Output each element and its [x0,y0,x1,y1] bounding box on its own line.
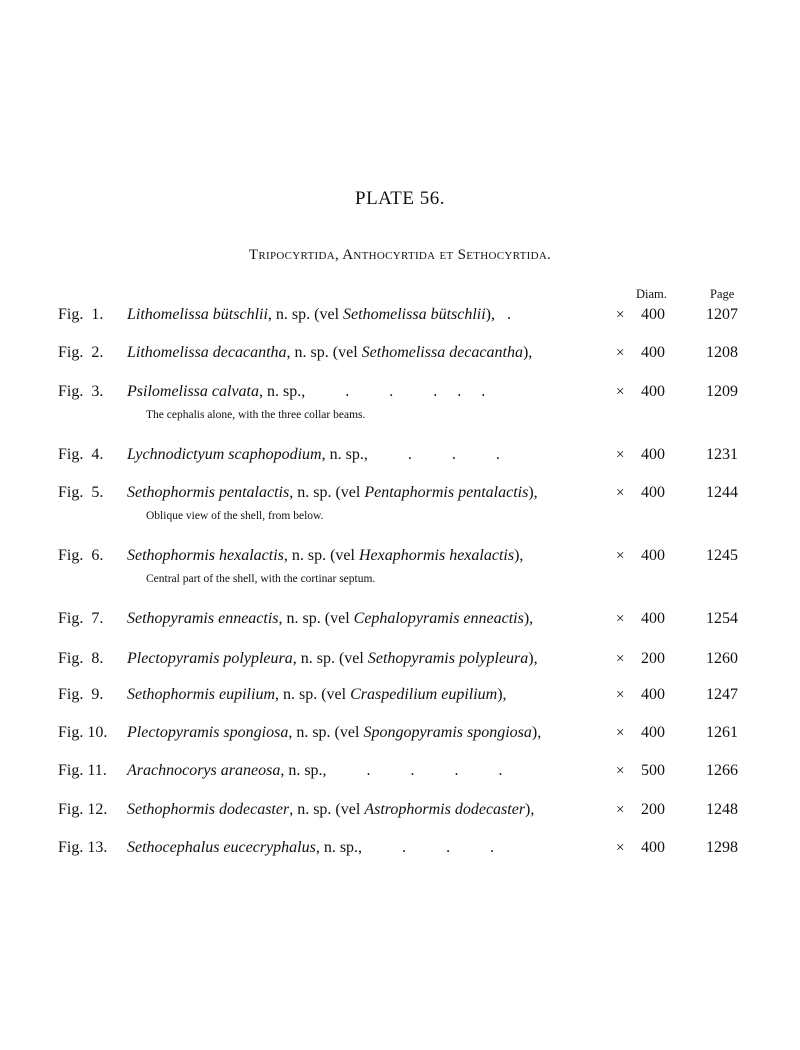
species-qualifier: , n. sp. (vel [278,610,354,627]
magnification-sign: × [616,611,625,627]
magnification-sign: × [616,345,625,361]
figure-row [0,724,800,764]
page-reference: 1261 [706,724,738,741]
leader-text: . . . [367,446,500,463]
leader-text: ), [531,724,542,741]
leader-text: ), [523,610,534,627]
plate-subtitle: Tripocyrtida, Anthocyrtida et Sethocyrtida. [248,247,552,263]
species-name: Lithomelissa bütschlii [127,306,268,323]
figure-number: Fig. 8. [58,650,104,667]
magnification-value: 400 [641,484,665,501]
magnification-value: 400 [641,547,665,564]
page-reference: 1245 [706,547,738,564]
magnification-value: 400 [641,839,665,856]
species-qualifier: , n. sp. (vel [283,547,359,564]
figure-row [0,762,800,802]
figure-description [127,839,494,857]
figure-row [0,801,800,841]
alternate-name: Hexaphormis hexalactis [358,547,515,564]
leader-text: ), [514,547,524,564]
figure-number: Fig. 7. [58,610,104,627]
magnification-value: 400 [641,724,665,741]
alternate-name: Sethomelissa decacantha [361,344,523,361]
magnification-value: 200 [641,801,665,818]
species-qualifier: , n. sp. (vel [289,801,365,818]
species-name: Sethophormis eupilium [127,686,275,703]
species-qualifier: , n. sp. (vel [288,724,364,741]
leader-text: ), [525,801,535,818]
magnification-value: 200 [641,650,665,667]
page-reference: 1231 [706,446,738,463]
magnification-sign: × [616,763,625,779]
figure-description [127,801,534,819]
page-reference: 1266 [706,762,738,779]
species-name: Sethocephalus eucecryphalus [127,839,316,856]
leader-text: ), [522,344,533,361]
alternate-name: Pentaphormis pentalactis [364,484,529,501]
figure-row [0,610,800,650]
leader-text: . . . [362,839,495,856]
figure-note: The cephalis alone, with the three collar beams. [146,409,366,421]
species-name: Lychnodictyum scaphopodium [127,446,322,463]
figure-description [127,650,538,668]
leader-text: ), [528,650,538,667]
species-qualifier: , n. sp. (vel [292,650,368,667]
species-qualifier: , n. sp., [321,446,368,463]
leader-text: . . . . . [305,383,486,400]
figure-number: Fig. 9. [58,686,104,703]
magnification-sign: × [616,548,625,564]
species-name: Sethophormis pentalactis [127,484,290,501]
species-qualifier: , n. sp. (vel [286,344,362,361]
species-name: Arachnocorys araneosa [127,762,281,779]
figure-description [127,383,485,401]
species-name: Sethophormis dodecaster [127,801,290,818]
species-qualifier: , n. sp. (vel [289,484,365,501]
figure-description [127,306,511,324]
magnification-value: 400 [641,344,665,361]
page-reference: 1207 [706,306,738,323]
alternate-name: Cephalopyramis enneactis [353,610,524,627]
magnification-value: 400 [641,686,665,703]
figure-number: Fig. 4. [58,446,104,463]
figure-row [0,686,800,726]
page-reference: 1209 [706,383,738,400]
page-reference: 1298 [706,839,738,856]
magnification-value: 400 [641,383,665,400]
figure-number: Fig. 6. [58,547,104,564]
figure-description [127,724,541,742]
magnification-sign: × [616,725,625,741]
figure-number: Fig. 2. [58,344,104,361]
page-reference: 1260 [706,650,738,667]
alternate-name: Sethopyramis polypleura [367,650,529,667]
figure-number: Fig. 12. [58,801,108,818]
figure-number: Fig. 10. [58,724,108,741]
magnification-sign: × [616,485,625,501]
magnification-sign: × [616,802,625,818]
page-reference: 1254 [706,610,738,627]
species-name: Lithomelissa decacantha [127,344,287,361]
species-qualifier: , n. sp., [258,383,306,400]
leader-text: ), [497,686,507,703]
figure-row [0,484,800,524]
figure-number: Fig. 5. [58,484,104,501]
species-name: Plectopyramis polypleura [127,650,293,667]
figure-note: Central part of the shell, with the cortinar septum. [146,573,376,585]
figure-number: Fig. 3. [58,383,104,400]
figure-number: Fig. 13. [58,839,108,856]
species-qualifier: , n. sp., [280,762,327,779]
figure-description [127,547,523,565]
species-name: Psilomelissa calvata [127,383,259,400]
magnification-sign: × [616,384,625,400]
column-header-diameter: Diam. [636,287,667,301]
figure-description [127,344,532,362]
species-name: Sethopyramis enneactis [127,610,279,627]
alternate-name: Spongopyramis spongiosa [363,724,532,741]
magnification-value: 400 [641,446,665,463]
figure-description [127,484,538,502]
magnification-sign: × [616,840,625,856]
alternate-name: Astrophormis dodecaster [364,801,526,818]
figure-row [0,383,800,423]
leader-text: ), . [485,306,511,323]
species-qualifier: , n. sp. (vel [267,306,344,323]
page-reference: 1208 [706,344,738,361]
species-qualifier: , n. sp., [315,839,363,856]
figure-number: Fig. 11. [58,762,107,779]
magnification-value: 500 [641,762,665,779]
magnification-value: 400 [641,306,665,323]
page-reference: 1244 [706,484,738,501]
page-reference: 1247 [706,686,738,703]
magnification-sign: × [616,651,625,667]
species-name: Sethophormis hexalactis [127,547,284,564]
figure-row [0,306,800,346]
figure-number: Fig. 1. [58,306,104,323]
figure-row [0,344,800,384]
column-header-page: Page [710,287,735,301]
leader-text: . . . . [326,762,503,779]
magnification-value: 400 [641,610,665,627]
alternate-name: Sethomelissa bütschlii [343,306,486,323]
species-name: Plectopyramis spongiosa [127,724,289,741]
species-qualifier: , n. sp. (vel [275,686,351,703]
magnification-sign: × [616,687,625,703]
figure-description [127,610,533,628]
plate-title: PLATE 56. [355,188,445,209]
alternate-name: Craspedilium eupilium [350,686,498,703]
figure-row [0,650,800,690]
figure-description [127,762,503,780]
figure-note: Oblique view of the shell, from below. [146,510,324,522]
figure-row [0,446,800,486]
figure-row [0,839,800,879]
figure-description [127,686,507,704]
magnification-sign: × [616,447,625,463]
leader-text: ), [528,484,538,501]
magnification-sign: × [616,307,625,323]
figure-description [127,446,500,464]
figure-row [0,547,800,587]
page-reference: 1248 [706,801,738,818]
